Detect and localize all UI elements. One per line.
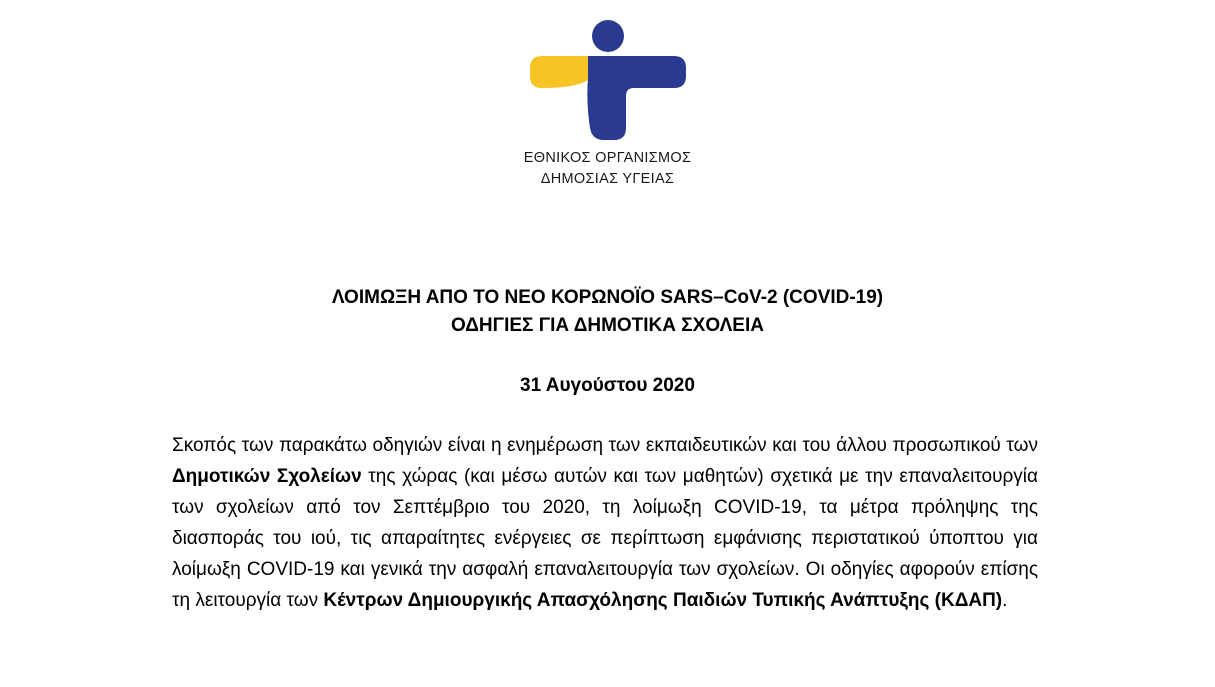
body-seg1: Σκοπός των παρακάτω οδηγιών είναι η ενημέρωση των εκπαιδευτικών και του άλλου προσωπικού των [172,435,1038,456]
body-seg2-bold: Δημοτικών Σχολείων [172,466,362,487]
body-seg4-bold: Κέντρων Δημιουργικής Απασχόλησης Παιδιών Τυπικής Ανάπτυξης (ΚΔΑΠ) [323,590,1003,611]
title-line1: ΛΟΙΜΩΞΗ ΑΠΟ ΤΟ ΝΕΟ ΚΟΡΩΝΟΪΟ SARS–CoV-2 (COVID-19) [331,287,884,308]
logo-body-shape [587,56,686,140]
body-paragraph [172,430,1038,616]
document-date: 31 Αυγούστου 2020 [520,375,695,396]
logo-head-shape [592,20,624,52]
body-seg3: της χώρας (και μέσω αυτών και των μαθητών) σχετικά με την επαναλειτουργία των σχολείων από τον Σεπτέμβριο του 2020, τη λοίμωξη COVID-19, τα μέτρα πρόληψης της διασποράς του ιού, τις απαραίτητες ενέργειες σε περίπτωση εμφάνισης περιστατικού ύποπτου για λοίμωξη COVID-19 και γενικά την ασφαλή επαναλειτουργία των σχολείων. Οι οδηγίες αφορούν επίσης τη λειτουργία των [172,466,1038,611]
eody-logo-icon [528,16,688,142]
org-name-line2: ΔΗΜΟΣΙΑΣ ΥΓΕΙΑΣ [540,171,675,187]
title-line2: ΟΔΗΓΙΕΣ ΓΙΑ ΔΗΜΟΤΙΚΑ ΣΧΟΛΕΙΑ [451,315,764,336]
header [0,16,1215,190]
document-title [0,284,1215,340]
body-seg5: . [1002,590,1008,611]
org-name-line1: ΕΘΝΙΚΟΣ ΟΡΓΑΝΙΣΜΟΣ [523,150,692,166]
org-name [0,148,1215,190]
